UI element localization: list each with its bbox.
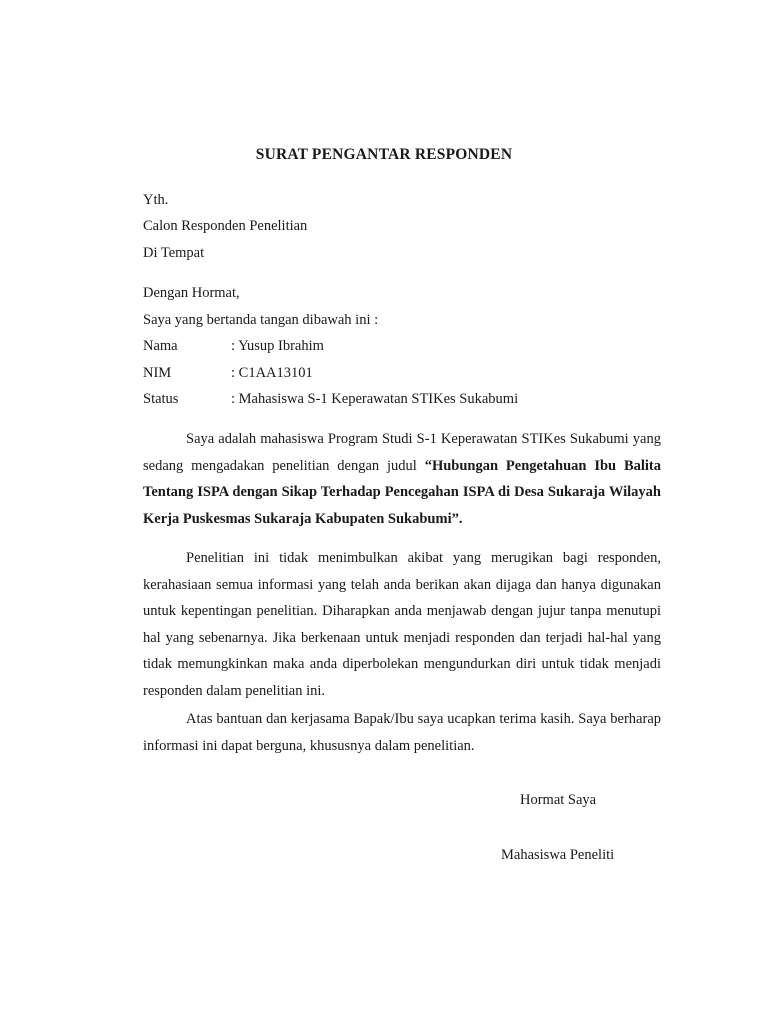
closing-salutation: Hormat Saya — [520, 792, 597, 808]
status-label: Status — [143, 391, 179, 407]
research-title: “Hubungan Pengetahuan Ibu Balita Tentang ISPA dengan Sikap Terhadap Pencegahan ISPA di Desa Sukaraja Wilayah Kerja Puskesmas Sukaraja Kabupaten Sukabumi”. — [143, 457, 662, 527]
intro-line: Saya yang bertanda tangan dibawah ini : — [143, 312, 379, 328]
nama-label: Nama — [143, 338, 178, 354]
address-line-yth: Yth. — [143, 192, 169, 208]
letter-title: SURAT PENGANTAR RESPONDEN — [255, 146, 513, 163]
paragraph-research-intro — [143, 426, 661, 532]
status-value: : Mahasiswa S-1 Keperawatan STIKes Sukabumi — [231, 391, 519, 407]
nama-value: : Yusup Ibrahim — [231, 338, 324, 354]
address-line-place: Di Tempat — [143, 245, 205, 261]
paragraph-thanks: Atas bantuan dan kerjasama Bapak/Ibu saya ucapkan terima kasih. Saya berharap informasi ini dapat berguna, khususnya dalam penelitian. — [143, 711, 661, 754]
nim-value: : C1AA13101 — [231, 365, 313, 381]
closing-signer: Mahasiswa Peneliti — [501, 847, 615, 863]
paragraph-research-intro-text: Saya adalah mahasiswa Program Studi S-1 Keperawatan STIKes Sukabumi yang sedang mengadakan penelitian dengan judul — [143, 431, 661, 474]
address-line-recipient: Calon Responden Penelitian — [143, 218, 308, 234]
paragraph-confidentiality: Penelitian ini tidak menimbulkan akibat yang merugikan bagi responden, kerahasiaan semua informasi yang telah anda berikan akan dijaga dan hanya digunakan untuk kepentingan penelitian. Diharapkan anda menjawab dengan jujur tanpa menutupi hal yang sebenarnya. Jika berkenaan untuk menjadi responden dan terjadi hal-hal yang tidak memungkinkan maka anda diperbolekan mengundurkan diri untuk tidak menjadi responden dalam penelitian ini. — [143, 550, 661, 699]
greeting: Dengan Hormat, — [143, 285, 240, 301]
nim-label: NIM — [143, 365, 172, 381]
